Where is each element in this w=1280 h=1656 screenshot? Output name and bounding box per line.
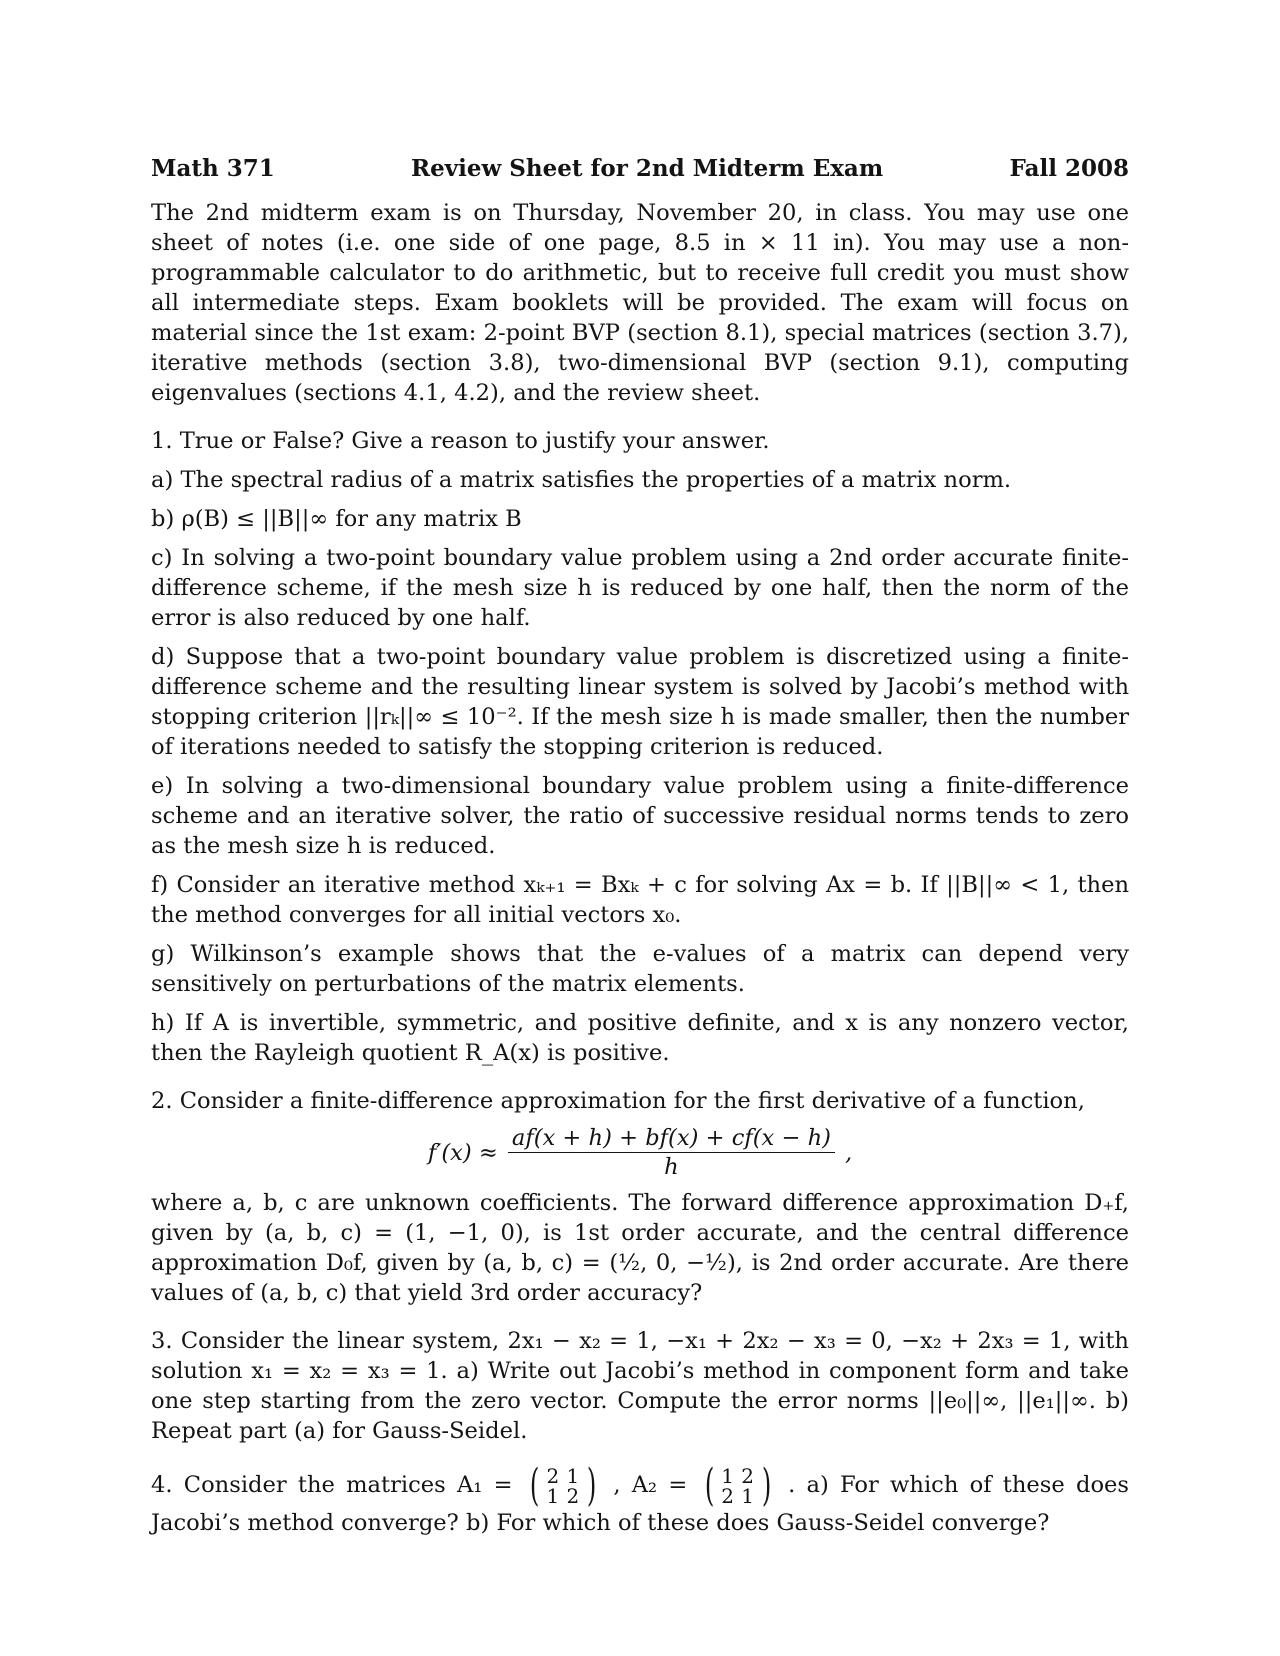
intro-paragraph: The 2nd midterm exam is on Thursday, November 20, in class. You may use one sheet of notes (i.e. one side of one page, 8.5 in × 11 in). You may use a non-programmable calculator to do arithmetic, but to receive full credit you must show all intermediate steps. Exam booklets will be provided. The exam will focus on material since the 1st exam: 2-point BVP (section 8.1), special matrices (section 3.7), iterative methods (section 3.8), two-dimensional BVP (section 9.1), computing eigenvalues (sections 4.1, 4.2), and the review sheet. [151, 200, 1129, 406]
question-1-part-e: e) In solving a two-dimensional boundary value problem using a finite-difference scheme and an iterative solver, the ratio of successive residual norms tends to zero as the mesh size h is reduced. [151, 773, 1129, 859]
matrix-a1-cell: 2 [566, 1484, 580, 1508]
question-1-part-h: h) If A is invertible, symmetric, and positive definite, and x is any nonzero vector, then the Rayleigh quotient R_A(x) is positive. [151, 1010, 1129, 1066]
formula-numerator: af(x + h) + bf(x) + cf(x − h) [508, 1124, 835, 1153]
course-label: Math 371 [151, 155, 275, 182]
formula-denominator: h [664, 1154, 679, 1180]
review-sheet [151, 146, 1129, 1538]
matrix-a2-cell: 1 [721, 1464, 735, 1488]
formula-lhs: f′(x) ≈ [427, 1139, 498, 1166]
term-label: Fall 2008 [1009, 155, 1129, 182]
header [151, 146, 1129, 186]
question-4-mid: , A₂ = [613, 1472, 688, 1498]
matrix-a1-cell: 1 [566, 1464, 580, 1488]
formula-fraction [508, 1124, 835, 1181]
matrix-a1: ( 2 1 1 2 ) [529, 1460, 597, 1511]
matrix-a2-cell: 2 [741, 1464, 755, 1488]
question-1-part-g: g) Wilkinson’s example shows that the e-values of a matrix can depend very sensitively on perturbations of the matrix elements. [151, 941, 1129, 997]
question-1-part-f: f) Consider an iterative method xₖ₊₁ = Bxₖ + c for solving Ax = b. If ||B||∞ < 1, then the method converges for all initial vectors x₀. [151, 872, 1129, 928]
question-4-lead: 4. Consider the matrices A₁ = [151, 1472, 513, 1498]
matrix-a2-cell: 2 [721, 1484, 735, 1508]
question-1-part-b: b) ρ(B) ≤ ||B||∞ for any matrix B [151, 506, 522, 532]
question-1-part-d: d) Suppose that a two-point boundary value problem is discretized using a finite-difference scheme and the resulting linear system is solved by Jacobi’s method with stopping criterion ||rₖ||∞ ≤ 10⁻². If the mesh size h is made smaller, then the number of iterations needed to satisfy the stopping criterion is reduced. [151, 644, 1129, 760]
question-2-lead: 2. Consider a finite-difference approximation for the first derivative of a function, [151, 1088, 1085, 1114]
question-3: 3. Consider the linear system, 2x₁ − x₂ = 1, −x₁ + 2x₂ − x₃ = 0, −x₂ + 2x₃ = 1, with solution x₁ = x₂ = x₃ = 1. a) Write out Jacobi’s method in component form and take one step starting from the zero vector. Compute the error norms ||e₀||∞, ||e₁||∞. b) Repeat part (a) for Gauss-Seidel. [151, 1328, 1129, 1444]
matrix-a2: ( 1 2 2 1 ) [704, 1460, 771, 1511]
sheet-title: Review Sheet for 2nd Midterm Exam [411, 155, 884, 182]
question-1-heading: 1. True or False? Give a reason to justify your answer. [151, 428, 770, 454]
question-4-tail: . a) For which of these does Jacobi’s method converge? b) For which of these does Gauss-Seidel converge? [151, 1472, 1130, 1536]
question-1-part-a: a) The spectral radius of a matrix satisfies the properties of a matrix norm. [151, 467, 1012, 493]
question-1-part-c: c) In solving a two-point boundary value problem using a 2nd order accurate finite-difference scheme, if the mesh size h is reduced by one half, then the norm of the error is also reduced by one half. [151, 545, 1129, 631]
question-4 [151, 1460, 1130, 1538]
derivative-formula [151, 1124, 1129, 1182]
question-2-body: where a, b, c are unknown coefficients. The forward difference approximation D₊f, given by (a, b, c) = (1, −1, 0), is 1st order accurate, and the central difference approximation D₀f, given by (a, b, c) = (½, 0, −½), is 2nd order accurate. Are there values of (a, b, c) that yield 3rd order accuracy? [151, 1190, 1129, 1306]
matrix-a1-cell: 1 [546, 1484, 560, 1508]
matrix-a1-cell: 2 [546, 1464, 560, 1488]
formula-comma: , [844, 1139, 853, 1166]
matrix-a2-cell: 1 [741, 1484, 755, 1508]
